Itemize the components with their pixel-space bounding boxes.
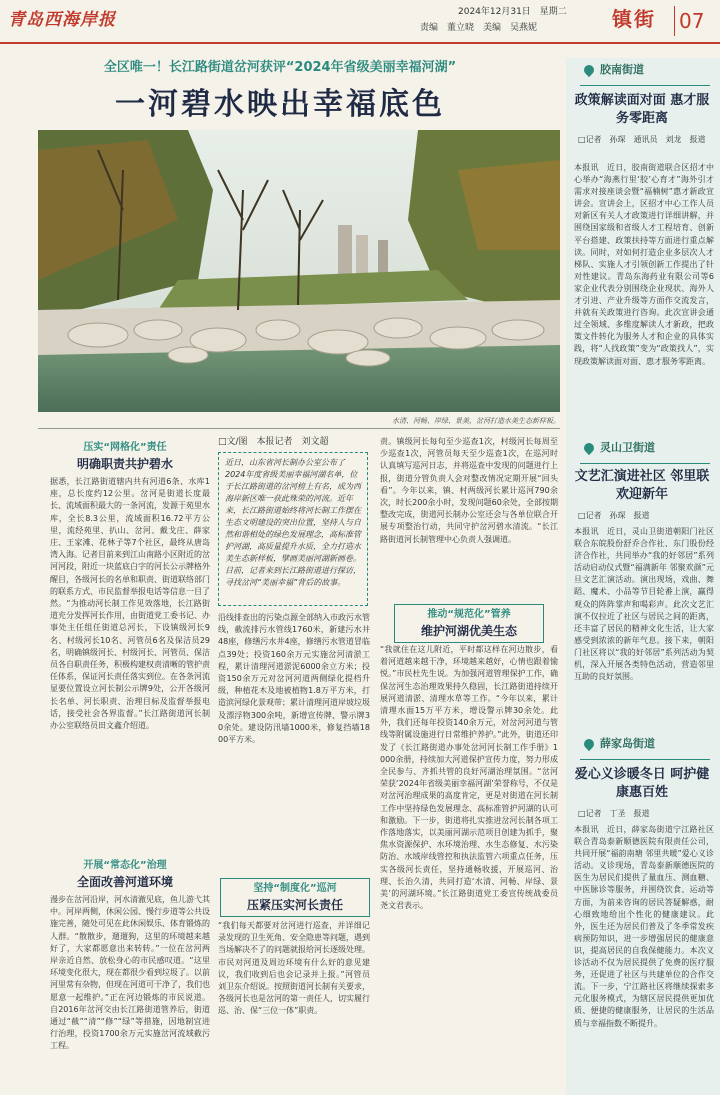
page-number: 07 — [674, 6, 704, 36]
section-kicker: 坚持“制度化”巡河 — [253, 883, 337, 894]
section-title: 明确职责共护碧水 — [76, 457, 173, 472]
sidebar-head-jiaonan: 胶南街道 — [580, 62, 710, 86]
river-photo — [38, 130, 560, 412]
section-heading-3 — [394, 604, 544, 643]
column-text: 责。镇级河长每旬至少巡查1次，村级河长每周至少巡查1次，河管员每天至少巡查1次，在巡河时认真填写巡河日志，并将巡查中发现的问题进行上报，街道分管负责人会对整改情况定期开展“回头看”。今年以来，镇、村两级河长累计巡河790余次，时长200余小时，发现问题60余处，全部按期整改完成，街道河长制办公室还会与各单位联合开展专项整治行动，共同守护岔河碧水清流。“长江路街道河长制管理中心负责人强调道。 — [380, 437, 558, 544]
section-name: 镇街 — [612, 7, 656, 31]
sidebar-byline: □记者 孙琛 通讯员 刘龙 报道 — [578, 135, 706, 144]
newspaper-logo: 青岛西海岸报 — [8, 10, 116, 30]
sidebar-body: 本报讯 近日，胶南街道联合区招才中心举办“海燕行里‘胶’心育才”海外引才需求对接座谈会暨“福楠树”惠才新政宣讲会。宣讲会上，区招才中心工作人员对新区有关人才政策进行详细讲解，并围绕国家级和省级人才工程培育、创新平台搭建、政策扶持等方面进行重点解读。同时，对如何打造企业多层次人才梯队、实施人才引领创新工作提出了针对性建议。青岛东海药业有限公司等6家企业代表分别围绕企业现状、海外人才引进、产业升级等方面作交流发言，并就有关政策进行咨询。此次宣讲会通过全领域、多维度解读人才新政，把政策文件转化为服务人才和企业的具体实践，将“人找政策”变为“政策找人”，实现政策解读面对面、惠才服务零距离。 — [574, 163, 714, 366]
sidebar-byline: □记者 孙琛 报道 — [578, 511, 650, 520]
sidebar-title: 文艺汇演进社区 邻里联欢迎新年 — [574, 469, 710, 502]
section-title: 维护河湖优美生态 — [420, 624, 517, 639]
byline: □文/图 本报记者 刘文超 — [218, 437, 329, 447]
section-kicker: 开展“常态化”治理 — [83, 860, 167, 871]
column-text: 漫步在岔河沿岸，河水清澈见底，鱼儿游弋其中。河岸两侧，休闲公园、慢行步道等公共设施完善，随处可见在此休闲娱乐、体育锻炼的人群。“散散步，遛遛狗，这里的环境越来越好了，大家都愿意出来转转。”一位在岔河两岸亲近自然、放松身心的市民感叹道。“这里环境变化很大，现在都很少看到垃圾了。以前河里常有杂物，但现在河道可干净了，我们也愿意一起维护。”正在河边锻炼的市民说道。自2016年岔河交由长江路街道管养后，街道通过“截”“清”“修”“绿”等措施，因地制宜进行治理，投资1700余万元实施岔河流域截污工程。 — [50, 895, 210, 1051]
column-text: 沿线排查出的污染点源全部纳入市政污水管线，截流排污水管线1760米，新建污水井48座，修缮污水井4座，修缮污水管道冒临点39处；投资160余万元实施岔河清淤工程，累计清理河道淤泥6000余立方米；投资150余万元对岔河河道两侧绿化提档升级，种植花木及地被植物1.8万平方米，打造滨河绿化景观带；累计清理河道岸坡垃圾及漂浮物300余吨，新增宣传牌、警示牌30余处。建设防汛墙1000米，修复挡墙1800平方米。 — [218, 613, 370, 745]
lead-box: 近日，山东省河长制办公室公布了2024年度省级美丽幸福河湖名单，位于长江路街道的岔河榜上有名，成为西海岸新区唯一获此殊荣的河流。近年来，长江路街道始终将河长制工作摆在生态文明建设的突出位置，坚持人与自然和谐相处的绿色发展理念，高标准管护河湖，高质量提升水质，全力打造水美生态新样板，擘画美丽河湖新画卷。目前，记者来到长江路街道进行探访，寻找岔河“美丽幸福”背后的故事。 — [218, 452, 368, 606]
sidebar-title: 政策解读面对面 惠才服务零距离 — [574, 93, 710, 126]
section-kicker: 压实“网格化”责任 — [83, 442, 167, 453]
section-heading-4 — [220, 878, 370, 917]
section-heading-2 — [44, 858, 206, 891]
sidebar-head-xuejiadao: 薛家岛街道 — [580, 736, 710, 760]
issue-date: 2024年12月31日 星期二 — [458, 7, 567, 17]
sidebar-body: 本报讯 近日，灵山卫街道朝阳门社区联合东皖股份舒乔合作社、东门股份经济合作社，共同举办“我的好邻居”系列活动启动仪式暨“福满新年 邻聚欢颜”元旦文艺汇演活动。演出现场，戏曲、舞蹈、魔术、小品等节目轮番上演，赢得观众的阵阵掌声和喝彩声。此次文艺汇演不仅拉近了社区与居民之间的距离，还丰富了居民的精神文化生活，让大家感受到浓浓的新年气息。接下来，朝阳门社区将以“我的好邻居”系列活动为契机，深入开展各类特色活动，营造邻里互助的良好氛围。 — [574, 527, 714, 682]
sidebar-byline: □记者 丁圣 报道 — [578, 809, 650, 818]
article-kicker: 全区唯一！长江路街道岔河获评“2024年省级美丽幸福河湖” — [103, 60, 457, 75]
section-title: 压紧压实河长责任 — [246, 898, 343, 913]
sidebar-body: 本报讯 近日，薛家岛街道宁江路社区联合青岛泰新顺德医院有限责任公司，共同开展“福韵南塘 邻里共暖”爱心义诊活动。义诊现场，青岛泰新顺德医院的医生为居民们提供了量血压、测血糖、中医脉诊等服务，并围绕饮食、运动等方面，为前来咨询的居民答疑解惑，耐心细致地给出个性化的健康建议。此外，医生还为居民们普及了冬季常发疾病预防知识，进一步增强居民的健康意识，提高居民的自我保健能力。本次义诊活动不仅为居民提供了免费的医疗服务，还促进了社区与共建单位的合作交流。下一步，宁江路社区将继续探索多元化服务模式，为辖区居民提供更加优质、便捷的健康服务，让居民的生活品质与幸福指数不断提升。 — [574, 825, 714, 1028]
section-heading-1 — [44, 440, 206, 473]
masthead — [0, 0, 720, 44]
divider — [38, 428, 560, 429]
photo-caption: 水清、河畅、岸绿、景美，岔河打造水美生态新样板。 — [392, 417, 560, 425]
column-text: “我们每天都要对岔河进行巡查，并详细记录发现的卫生死角、安全隐患等问题，遇到当场解决不了的问题就报给河长逐级处理。市民对河道及周边环境有什么好的意见建议，我们收到后也会记录并上报。”河管员刘卫东介绍说。按照街道河长制有关要求，各级河长也是岔河的第一责任人，切实履行巡、治、保“三位一体”职责。 — [218, 921, 370, 1016]
article-headline: 一河碧水映出幸福底色 — [115, 87, 445, 122]
column-text: “我就住在这儿附近，平时都这样在河边散步，看着河道越来越干净，环境越来越好，心情也跟着愉悦。”市民杜先生说。为加强河道管理保护工作，确保岔河生态治理效果持久稳固，长江路街道持续开展河道清淤、清理水草等工作。“今年以来，累计清理水面15万平方米，增设警示牌30余处。此外，我们还每年投资140余万元，对岔河河道与管线等附属设施进行日常维护养护。”此外，街道还印发了《长江路街道办事处岔河河长制工作手册》1000余册，持续加大河道保护宣传力度，努力形成全民参与、齐抓共管的良好河湖治理氛围。“岔河荣获‘2024年省级美丽幸福河湖’荣誉称号，不仅是对岔河治理成果的高度肯定，更是对街道在河长制工作中坚持绿色发展理念、高标准管护河湖的认可和激励。下一步，街道将扎实推进岔河长制各项工作落地落实，以美丽河湖示范项目创建为抓手，聚焦水资源保护、水环境治理、水生态修复、水污染防治、水域岸线管控和执法监管六项重点任务，压实各级河长责任，坚持通畅收援，开展巡河、治理、长治久清，共同打造‘水清、河畅、岸绿、景美’的河湖环境。”长江路街道党工委宣传统战委员尧文君表示。 — [380, 645, 558, 911]
column-text: 据悉，长江路街道辖内共有河道6条、水库1座，总长度约12公里。岔河是街道长度最长、流域面积最大的一条河流，发源于苑里水库，全长8.3公里，流域面积16.72平方公里，流经苑里、扒山、岔河、戴戈庄、薛家庄、王家滩、花林子等7个社区，最终从唐岛湾入海。记者目前来到江山南路小区附近的岔河河段，附近一块蓝底白字的河长公示牌格外醒目，各级河长的名单和职责、街道联络部门的联系方式、市民监督举报电话等信息一目了然。“为推动河长制工作见效落地，长江路街道充分发挥河长作用，由街道党工委书记、办事处主任组任街道总河长，下设镇级河长9名、村级河长10名、河管员6名及保洁员29名，明确镇级河长、村级河长、河管员、保洁员各自职责任务，积极构建权责清晰的管护责任体系，保证河长责任落实到位。在各条河流显要位置设立河长制公示牌9处，公开各级河长名单、河长职责、治理目标及监督举报电话，接受社会各界监督。”长江路街道河长制办公室联络员田文鑫介绍道。 — [50, 477, 210, 731]
sidebar-head-lingshanwei: 灵山卫街道 — [580, 440, 710, 464]
sidebar-title: 爱心义诊暖冬日 呵护健康惠百姓 — [574, 767, 710, 800]
section-title: 全面改善河道环境 — [76, 875, 173, 890]
editor-credits: 责编 董立晓 美编 吴燕妮 — [420, 23, 538, 33]
section-kicker: 推动“规范化”管养 — [427, 609, 511, 620]
